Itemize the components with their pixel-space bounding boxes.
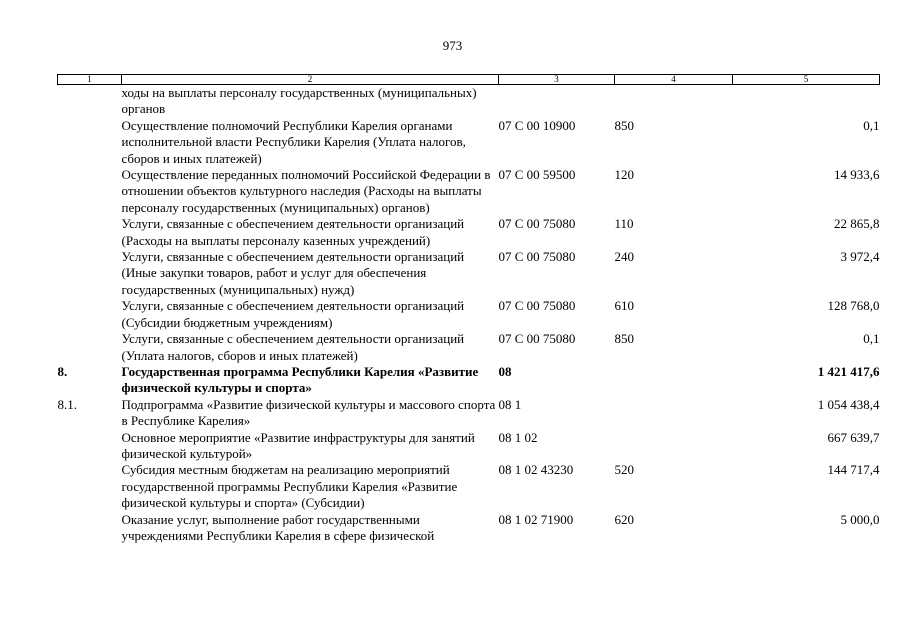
table-row [58,167,880,216]
table-row [58,118,880,167]
table-row [58,512,880,545]
row-description: ходы на выплаты персоналу государственных (муниципальных) органов [121,85,477,117]
row-amount: 0,1 [863,331,880,347]
row-expense-type: 240 [614,249,634,265]
row-number: 8.1. [57,396,77,412]
table-body [58,85,880,545]
table-row [58,462,880,511]
row-target-code: 07 С 00 75080 [498,216,576,232]
header-col-4: 4 [615,75,733,85]
row-amount: 1 054 438,4 [817,396,880,412]
budget-table [57,74,880,544]
table-row [58,298,880,331]
row-description: Услуги, связанные с обеспечением деятельности организаций (Расходы на выплаты персоналу казенных учреждений) [121,216,465,248]
header-row [58,75,880,85]
row-number [58,118,122,167]
row-amount: 0,1 [863,117,880,133]
table-row [58,85,880,118]
row-number [58,462,122,511]
row-target-code: 08 1 02 71900 [498,511,574,527]
row-number [58,249,122,298]
row-number: 8. [57,363,68,379]
row-expense-type: 520 [614,462,634,478]
row-expense-type: 850 [614,331,634,347]
row-target-code: 07 С 00 75080 [498,249,576,265]
row-description: Оказание услуг, выполнение работ государственными учреждениями Республики Карелия в сфере физической [121,511,435,543]
row-target-code: 07 С 00 75080 [498,298,576,314]
row-target-code: 08 1 02 43230 [498,462,574,478]
row-expense-type: 110 [614,216,634,232]
row-amount: 3 972,4 [840,249,880,265]
row-expense-type [615,85,733,118]
row-amount: 22 865,8 [834,216,880,232]
page-number: 973 [442,38,463,53]
row-target-code: 07 С 00 75080 [498,331,576,347]
row-description: Осуществление полномочий Республики Карелия органами исполнительной власти Республики Карелия (Уплата налогов, сборов и иных платежей) [121,117,466,166]
row-number [58,298,122,331]
row-expense-type: 610 [614,298,634,314]
row-number [58,216,122,249]
row-target-code: 08 1 02 [498,429,538,445]
row-expense-type [615,364,733,397]
row-amount: 128 768,0 [827,298,880,314]
row-target-code: 07 С 00 59500 [498,167,576,183]
row-amount: 1 421 417,6 [817,363,880,379]
row-description: Осуществление переданных полномочий Российской Федерации в отношении объектов культурного наследия (Расходы на выплаты персоналу государственных (муниципальных) органов) [121,167,491,215]
row-expense-type [615,430,733,463]
row-description: Подпрограмма «Развитие физической культуры и массового спорта в Республике Карелия» [121,396,496,429]
table-row [58,397,880,430]
row-amount: 144 717,4 [827,462,880,478]
row-description: Государственная программа Республики Карелия «Развитие физической культуры и спорта» [121,363,479,396]
row-number [58,512,122,545]
table-header [58,75,880,85]
row-target-code: 07 С 00 10900 [498,117,576,133]
row-expense-type: 620 [614,511,634,527]
row-description: Основное мероприятие «Развитие инфраструктуры для занятий физической культурой» [121,429,475,461]
row-amount: 14 933,6 [834,167,880,183]
row-number [58,85,122,118]
row-description: Субсидия местным бюджетам на реализацию мероприятий государственной программы Республики Карелия «Развитие физической культуры и спорта» (Субсидии) [121,462,458,511]
row-number [58,331,122,364]
row-expense-type [615,397,733,430]
row-amount: 667 639,7 [827,429,880,445]
header-col-5: 5 [733,75,880,85]
row-description: Услуги, связанные с обеспечением деятельности организаций (Уплата налогов, сборов и иных платежей) [121,331,465,363]
row-target-code: 08 1 [498,396,522,412]
row-description: Услуги, связанные с обеспечением деятельности организаций (Субсидии бюджетным учреждениям) [121,298,465,330]
table-row [58,430,880,463]
row-expense-type: 120 [614,167,634,183]
row-target-code [499,85,615,118]
row-amount [733,85,880,118]
row-number [58,430,122,463]
row-description: Услуги, связанные с обеспечением деятельности организаций (Иные закупки товаров, работ и услуг для обеспечения государственных (муниципальных) нужд) [121,249,465,297]
row-amount: 5 000,0 [840,511,880,527]
table-row [58,331,880,364]
table-row [58,249,880,298]
row-number [58,167,122,216]
row-expense-type: 850 [614,117,634,133]
header-col-2: 2 [122,75,499,85]
row-target-code: 08 [498,363,512,379]
header-col-1: 1 [58,75,122,85]
header-col-3: 3 [499,75,615,85]
table-row [58,364,880,397]
table-row [58,216,880,249]
